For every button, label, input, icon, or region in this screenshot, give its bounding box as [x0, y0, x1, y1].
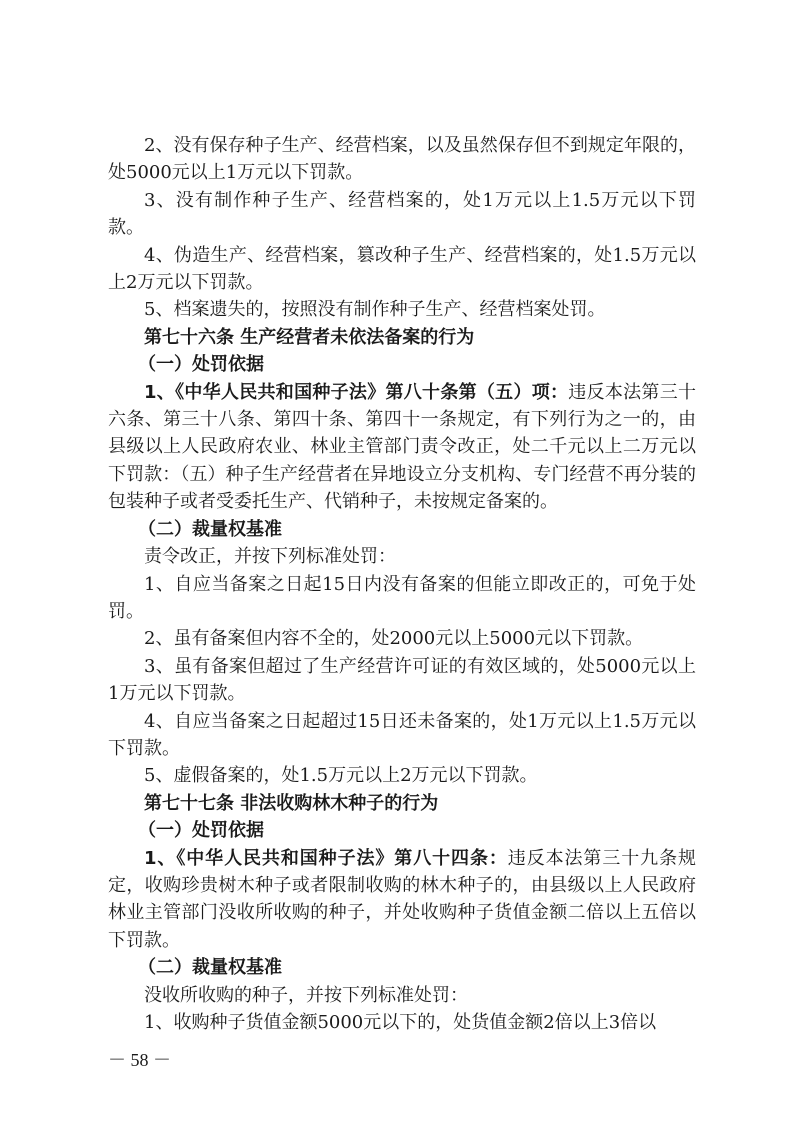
paragraph: 2、虽有备案但内容不全的，处2000元以上5000元以下罚款。 [144, 628, 644, 650]
paragraph: 1、收购种子货值金额5000元以下的，处货值金额2倍以上3倍以 [144, 1012, 657, 1033]
article-heading: 第七十六条 生产经营者未依法备案的行为 [144, 326, 475, 348]
page-number: － 58 － [108, 1050, 171, 1070]
paragraph [108, 379, 696, 516]
paragraph: 4、自应当备案之日起超过15日还未备案的，处1万元以上1.5万元以下罚款。 [108, 710, 696, 759]
paragraph: 5、虚假备案的，处1.5万元以上2万元以下罚款。 [144, 765, 538, 787]
document-body [108, 132, 696, 1036]
paragraph-text: 违反本法第三十九条规定，收购珍贵树木种子或者限制收购的林木种子的，由县级以上人民政府林业主管部门没收所收购的种子，并处收购种子货值金额二倍以上五倍以下罚款。 [108, 847, 696, 951]
section-heading: （二）裁量权基准 [138, 518, 282, 540]
paragraph: 4、伪造生产、经营档案，篡改种子生产、经营档案的，处1.5万元以上2万元以下罚款。 [108, 244, 696, 294]
paragraph: 2、没有保存种子生产、经营档案，以及虽然保存但不到规定年限的，处5000元以上1万元以下罚款。 [108, 135, 696, 184]
paragraph-text: 违反本法第三十六条、第三十八条、第四十条、第四十一条规定，有下列行为之一的，由县级以上人民政府农业、林业主管部门责令改正，处二千元以上二万元以下罚款：（五）种子生产经营者在异地设立分支机构、专门经营不再分装的包装种子或者受委托生产、代销种子，未按规定备案的。 [108, 381, 696, 513]
paragraph: 5、档案遗失的，按照没有制作种子生产、经营档案处罚。 [144, 299, 606, 321]
legal-citation: 1、《中华人民共和国种子法》第八十条第（五）项： [144, 381, 569, 403]
paragraph: 没收所收购的种子，并按下列标准处罚： [144, 984, 468, 1006]
section-heading: （一）处罚依据 [138, 354, 264, 376]
paragraph: 3、虽有备案但超过了生产经营许可证的有效区域的，处5000元以上1万元以下罚款。 [108, 655, 696, 705]
section-heading: （二）裁量权基准 [138, 957, 282, 979]
paragraph: 3、没有制作种子生产、经营档案的，处1万元以上1.5万元以下罚款。 [108, 189, 696, 239]
legal-citation: 1、《中华人民共和国种子法》第八十四条： [144, 847, 508, 869]
paragraph: 责令改正，并按下列标准处罚： [144, 546, 396, 568]
article-heading: 第七十七条 非法收购林木种子的行为 [144, 792, 439, 814]
section-heading: （一）处罚依据 [138, 820, 264, 842]
paragraph: 1、自应当备案之日起15日内没有备案的但能立即改正的，可免于处罚。 [108, 573, 696, 622]
paragraph [108, 845, 696, 955]
